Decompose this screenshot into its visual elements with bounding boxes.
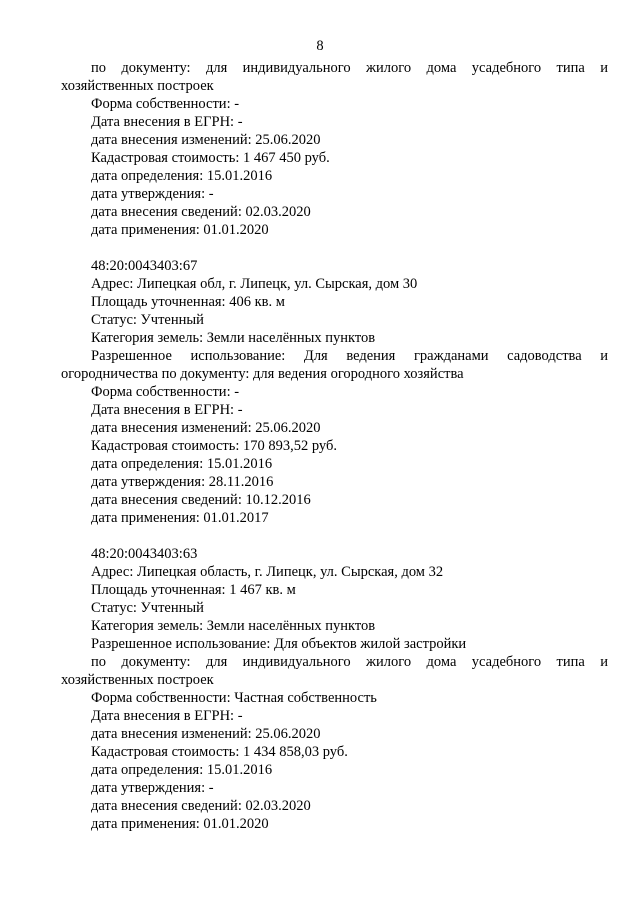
parcel-address: Адрес: Липецкая обл, г. Липецк, ул. Сырская, дом 30 [91, 276, 418, 292]
application-date: дата применения: 01.01.2017 [91, 510, 269, 526]
ownership-form: Форма собственности: Частная собственность [91, 690, 377, 706]
parcel-record-67 [61, 257, 608, 527]
document-body [61, 59, 608, 833]
change-date: дата внесения изменений: 25.06.2020 [91, 726, 321, 742]
approval-date: дата утверждения: - [91, 780, 214, 796]
land-category: Категория земель: Земли населённых пунктов [91, 618, 376, 634]
parcel-status: Статус: Учтенный [91, 600, 204, 616]
determination-date: дата определения: 15.01.2016 [91, 168, 273, 184]
cadastral-number: 48:20:0043403:67 [91, 258, 198, 274]
determination-date: дата определения: 15.01.2016 [91, 762, 273, 778]
egrn-entry-date: Дата внесения в ЕГРН: - [91, 402, 243, 418]
permitted-use-line-2: огородничества по документу: для ведения огородного хозяйства [61, 366, 464, 382]
cadastral-value: Кадастровая стоимость: 1 434 858,03 руб. [91, 744, 348, 760]
info-entry-date: дата внесения сведений: 02.03.2020 [91, 798, 311, 814]
change-date: дата внесения изменений: 25.06.2020 [91, 420, 321, 436]
parcel-status: Статус: Учтенный [91, 312, 204, 328]
ownership-form: Форма собственности: - [91, 96, 240, 112]
determination-date: дата определения: 15.01.2016 [91, 456, 273, 472]
cadastral-value: Кадастровая стоимость: 170 893,52 руб. [91, 438, 337, 454]
info-entry-date: дата внесения сведений: 10.12.2016 [91, 492, 311, 508]
usage-document-line-1: по документу: для индивидуального жилого дома усадебного типа и [91, 654, 608, 670]
land-category: Категория земель: Земли населённых пунктов [91, 330, 376, 346]
ownership-form: Форма собственности: - [91, 384, 240, 400]
egrn-entry-date: Дата внесения в ЕГРН: - [91, 114, 243, 130]
cadastral-value: Кадастровая стоимость: 1 467 450 руб. [91, 150, 330, 166]
parcel-area: Площадь уточненная: 406 кв. м [91, 294, 285, 310]
parcel-record-63 [61, 545, 608, 833]
application-date: дата применения: 01.01.2020 [91, 816, 269, 832]
permitted-use: Разрешенное использование: Для объектов жилой застройки [91, 636, 467, 652]
section-gap [61, 239, 608, 257]
parcel-continuation [61, 59, 608, 239]
egrn-entry-date: Дата внесения в ЕГРН: - [91, 708, 243, 724]
page-number: 8 [316, 38, 324, 54]
permitted-use-line-1: Разрешенное использование: Для ведения гражданами садоводства и [91, 348, 608, 364]
change-date: дата внесения изменений: 25.06.2020 [91, 132, 321, 148]
cadastral-number: 48:20:0043403:63 [91, 546, 198, 562]
parcel-address: Адрес: Липецкая область, г. Липецк, ул. Сырская, дом 32 [91, 564, 444, 580]
section-gap [61, 527, 608, 545]
approval-date: дата утверждения: 28.11.2016 [91, 474, 274, 490]
application-date: дата применения: 01.01.2020 [91, 222, 269, 238]
usage-document-line-2: хозяйственных построек [61, 78, 214, 94]
parcel-area: Площадь уточненная: 1 467 кв. м [91, 582, 296, 598]
usage-document-line-2: хозяйственных построек [61, 672, 214, 688]
usage-document-line-1: по документу: для индивидуального жилого дома усадебного типа и [91, 60, 608, 76]
approval-date: дата утверждения: - [91, 186, 214, 202]
info-entry-date: дата внесения сведений: 02.03.2020 [91, 204, 311, 220]
